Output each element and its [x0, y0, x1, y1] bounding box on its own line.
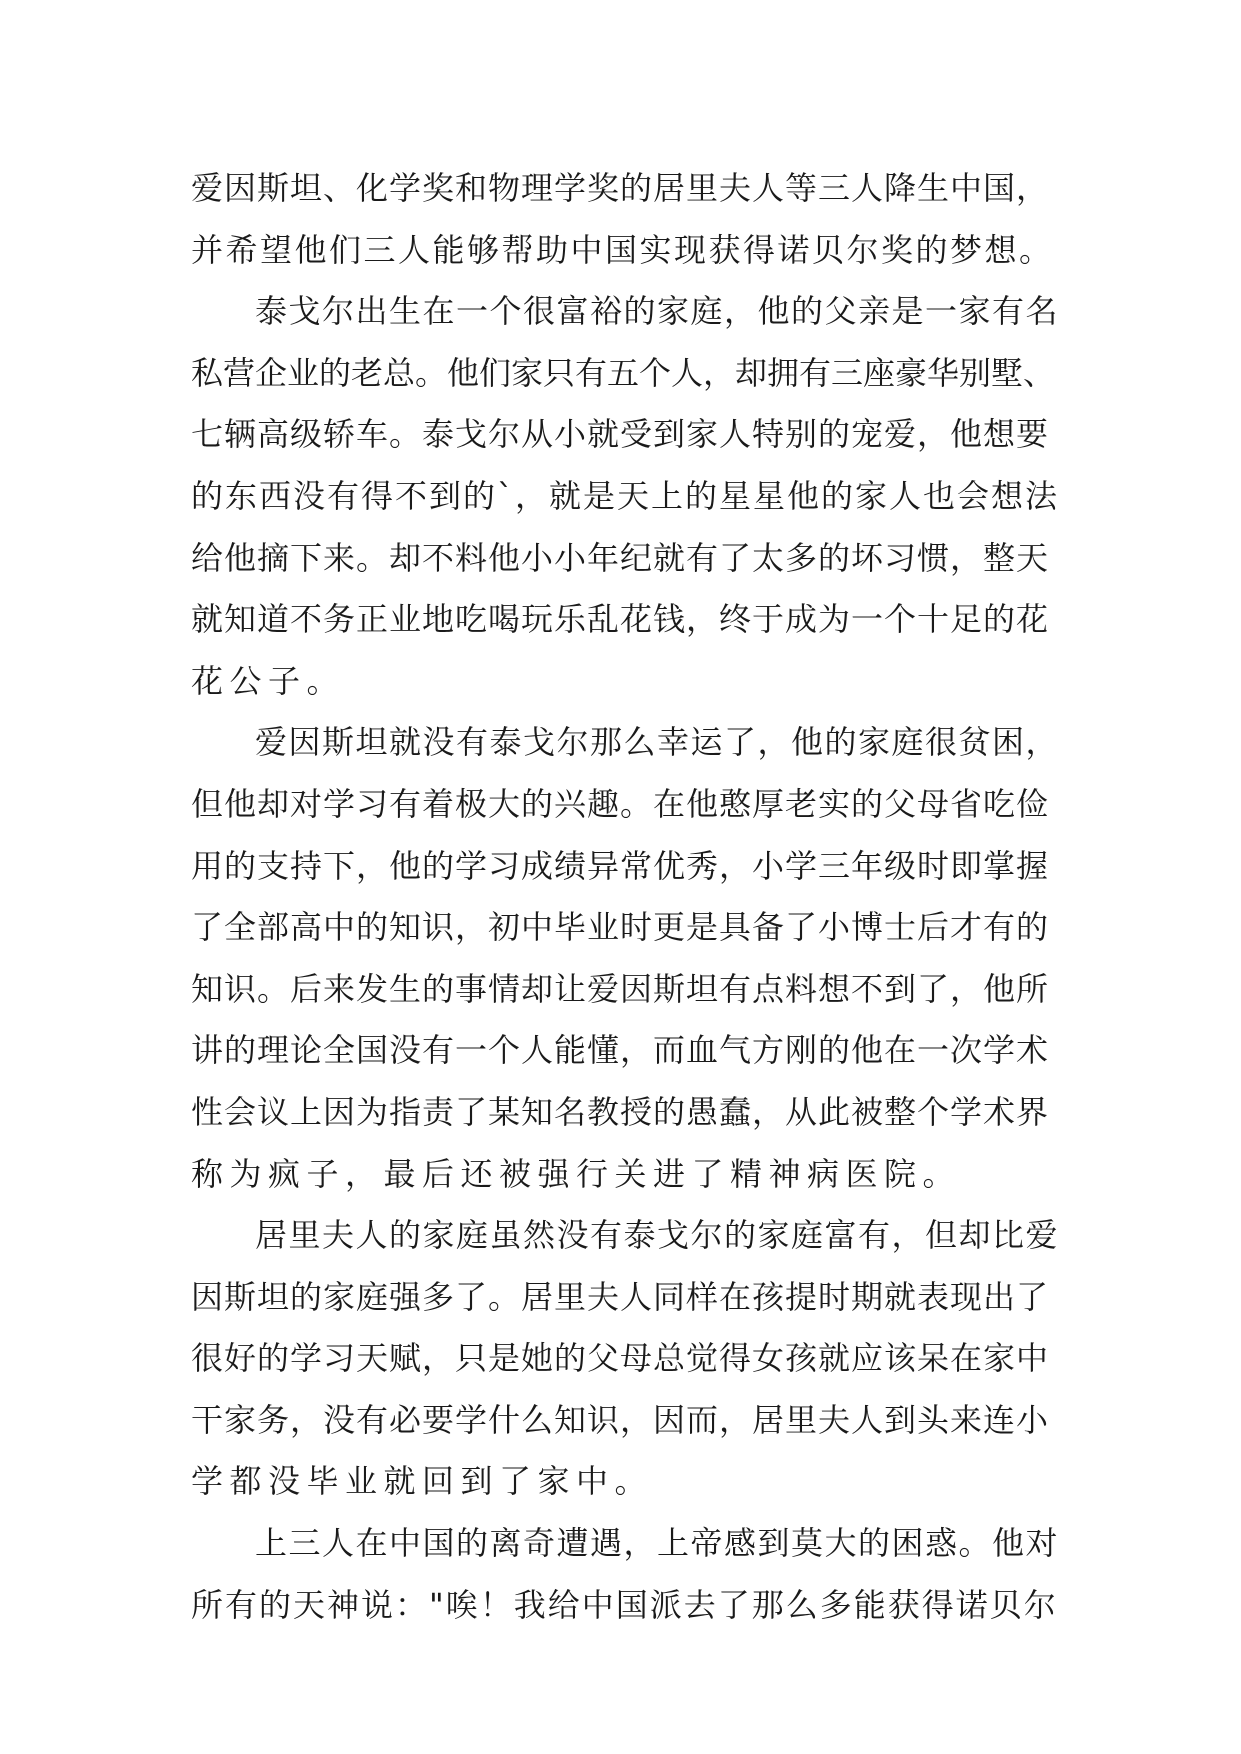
paragraph-first-line: 泰戈尔出生在一个很富裕的家庭，他的父亲是一家有名 — [255, 292, 1060, 331]
text-line: 用的支持下，他的学习成绩异常优秀，小学三年级时即掌握 — [191, 846, 1050, 885]
text-line: 称为疯子，最后还被强行关进了精神病医院。 — [191, 1154, 962, 1193]
text-line: 并希望他们三人能够帮助中国实现获得诺贝尔奖的梦想。 — [191, 230, 1054, 269]
text-line: 所有的天神说："唉！我给中国派去了那么多能获得诺贝尔 — [191, 1585, 1058, 1624]
text-line: 花公子。 — [191, 661, 346, 700]
paragraph-first-line: 居里夫人的家庭虽然没有泰戈尔的家庭富有，但却比爱 — [255, 1216, 1060, 1255]
text-line: 爱因斯坦、化学奖和物理学奖的居里夫人等三人降生中国， — [191, 169, 1050, 207]
text-line: 干家务，没有必要学什么知识，因而，居里夫人到头来连小 — [191, 1400, 1050, 1439]
text-line: 知识。后来发生的事情却让爱因斯坦有点料想不到了，他所 — [191, 969, 1050, 1008]
text-line: 了全部高中的知识，初中毕业时更是具备了小博士后才有的 — [191, 908, 1050, 947]
text-line: 给他摘下来。却不料他小小年纪就有了太多的坏习惯，整天 — [191, 538, 1050, 577]
text-line: 但他却对学习有着极大的兴趣。在他憨厚老实的父母省吃俭 — [191, 784, 1050, 823]
paragraph-first-line: 上三人在中国的离奇遭遇，上帝感到莫大的困惑。他对 — [255, 1524, 1060, 1563]
text-line: 很好的学习天赋，只是她的父母总觉得女孩就应该呆在家中 — [191, 1339, 1050, 1378]
text-line: 因斯坦的家庭强多了。居里夫人同样在孩提时期就表现出了 — [191, 1277, 1050, 1316]
document-body — [191, 158, 1061, 1636]
text-line: 七辆高级轿车。泰戈尔从小就受到家人特别的宠爱，他想要 — [191, 415, 1050, 454]
text-line: 私营企业的老总。他们家只有五个人，却拥有三座豪华别墅、 — [191, 353, 1056, 392]
text-line: 学都没毕业就回到了家中。 — [191, 1462, 654, 1501]
paragraph-first-line: 爱因斯坦就没有泰戈尔那么幸运了，他的家庭很贫困， — [255, 723, 1060, 762]
text-line: 就知道不务正业地吃喝玩乐乱花钱，终于成为一个十足的花 — [191, 600, 1050, 639]
text-line: 的东西没有得不到的`，就是天上的星星他的家人也会想法 — [191, 476, 1060, 515]
text-line: 讲的理论全国没有一个人能懂，而血气方刚的他在一次学术 — [191, 1031, 1050, 1070]
text-line: 性会议上因为指责了某知名教授的愚蠢，从此被整个学术界 — [191, 1092, 1050, 1131]
